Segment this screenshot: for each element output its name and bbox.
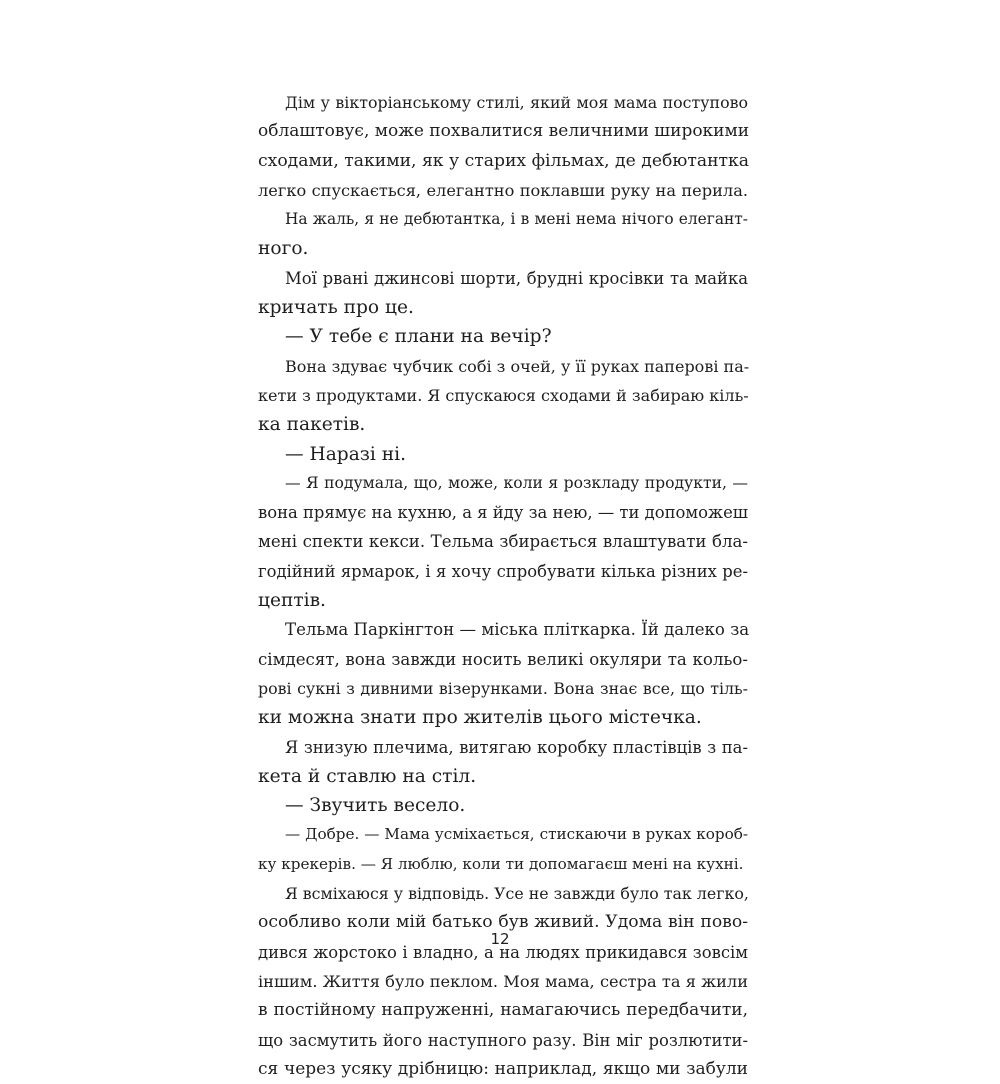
text-line: легко спускається, елегантно поклавши руку на перила.	[258, 180, 748, 200]
text-line: сімдесят, вона завжди носить великі окуляри та кольо-	[258, 649, 748, 669]
text-line: ки можна знати про жителів цього містечка.	[258, 707, 702, 729]
text-line: мені спекти кекси. Тельма збирається влаштувати бла-	[258, 532, 748, 552]
text-line: ка пакетів.	[258, 414, 366, 436]
text-line: кричать про це.	[258, 297, 414, 319]
text-line: Я знизую плечима, витягаю коробку пластівців з па-	[285, 737, 748, 757]
text-line: — Звучить весело.	[285, 795, 466, 817]
text-line: ся через усяку дрібницю: наприклад, якщо ми забули	[258, 1058, 748, 1079]
text-line: — Наразі ні.	[285, 443, 407, 465]
text-line: в постійному напруженні, намагаючись передбачити,	[258, 1000, 748, 1021]
text-line: Дім у вікторіанському стилі, який моя мама поступово	[285, 93, 748, 112]
text-line: годійний ярмарок, і я хочу спробувати кілька різних ре-	[258, 561, 748, 581]
text-line: Мої рвані джинсові шорти, брудні кросівки та майка	[285, 268, 748, 288]
text-line: вона прямує на кухню, а я йду за нею, — ти допоможеш	[258, 503, 749, 523]
text-line: що засмутить його наступного разу. Він міг розлютити-	[258, 1030, 748, 1050]
text-line: Тельма Паркінгтон — міська пліткарка. Їй далеко за	[285, 620, 750, 640]
text-line: кета й ставлю на стіл.	[258, 765, 477, 787]
text-line: дився жорстоко і владно, а на людях прикидався зовсім	[258, 942, 748, 962]
text-line: цептів.	[258, 590, 326, 612]
text-line: кети з продуктами. Я спускаюся сходами й забираю кіль-	[258, 385, 749, 405]
text-line: облаштовує, може похвалитися величними широкими	[258, 121, 750, 142]
page-number: 12	[490, 930, 510, 948]
text-line: — Я подумала, що, може, коли я розкладу продукти, —	[285, 473, 748, 492]
text-line: — Добре. — Мама усміхається, стискаючи в руках короб-	[285, 825, 748, 844]
text-line: ку крекерів. — Я люблю, коли ти допомагаєш мені на кухні.	[258, 854, 744, 873]
text-line: На жаль, я не дебютантка, і в мені нема нічого елегант-	[285, 210, 748, 229]
text-line: Я всміхаюся у відповідь. Усе не завжди було так легко,	[285, 884, 749, 904]
text-line: ного.	[258, 238, 309, 260]
text-line: — У тебе є плани на вечір?	[285, 326, 552, 348]
text-line: Вона здуває чубчик собі з очей, у її руках паперові па-	[285, 356, 750, 376]
text-line: особливо коли мій батько був живий. Удома він пово-	[258, 912, 748, 933]
text-line: сходами, такими, як у старих фільмах, де дебютантка	[258, 150, 750, 171]
text-line: рові сукні з дивними візерунками. Вона знає все, що тіль-	[258, 678, 748, 698]
text-line: іншим. Життя було пеклом. Моя мама, сестра та я жили	[258, 971, 748, 991]
